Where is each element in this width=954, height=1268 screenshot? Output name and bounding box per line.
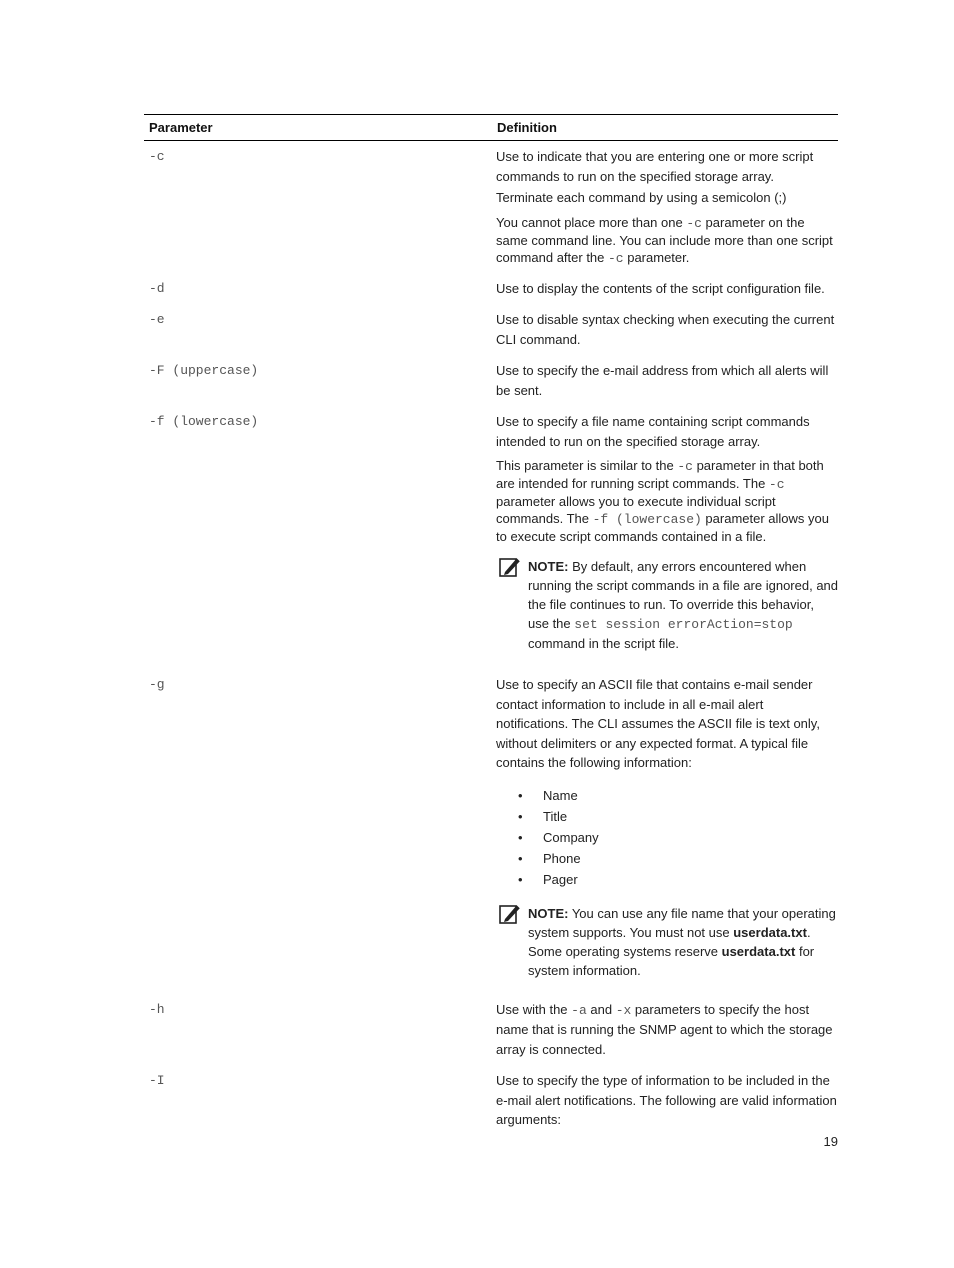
note-box: [496, 904, 838, 980]
definition-c: [492, 141, 838, 273]
table-row: [144, 273, 838, 305]
definition-text: Use to specify a file name containing script commands intended to run on the specified storage array.: [496, 414, 810, 449]
header-parameter: Parameter: [144, 115, 492, 141]
param-h: -h: [149, 1001, 165, 1017]
table-row: [144, 406, 838, 663]
page-number: 19: [823, 1134, 838, 1149]
inline-code: -f (lowercase): [592, 512, 702, 527]
inline-code: -c: [677, 459, 693, 474]
definition-text: Use to display the contents of the script configuration file.: [496, 280, 825, 296]
list-item: • Name: [518, 787, 578, 803]
note-text: NOTE: By default, any errors encountered when running the script commands in a file are ignored, and the file continues to run. To override this behavior, use the set session errorAction=stop command in the script file.: [528, 559, 839, 651]
pencil-note-icon: [496, 555, 524, 579]
definition-f: [492, 406, 838, 663]
param-F-uppercase: -F (uppercase): [149, 363, 259, 378]
list-item: • Title: [518, 808, 568, 824]
note-text: NOTE: You can use any file name that your operating system supports. You must not use userdata.txt. Some operating systems reserve userdata.txt for system information.: [528, 905, 836, 978]
param-f-lowercase: -f (lowercase): [149, 414, 259, 429]
table-header-row: [144, 115, 838, 141]
inline-code: -c: [608, 250, 624, 266]
table-row: [144, 663, 838, 990]
param-e: -e: [149, 312, 165, 327]
document-page: [144, 114, 838, 1136]
param-d: -d: [149, 280, 165, 296]
table-row: [144, 304, 838, 355]
param-g: -g: [149, 677, 165, 692]
definition-text: Use to indicate that you are entering one or more script commands to run on the specified storage array.: [496, 149, 814, 184]
definition-text: Use to specify the e-mail address from which all alerts will be sent.: [496, 363, 829, 398]
header-definition: Definition: [492, 115, 838, 141]
definition-text: Use to specify an ASCII file that contains e-mail sender contact information to include in all e-mail alert notifications. The CLI assumes the ASCII file is text only, without delimiters or any expected format. A typical file contains the following information:: [496, 677, 820, 770]
definition-text: Terminate each command by using a semicolon (;): [496, 190, 787, 205]
inline-code: -c: [686, 215, 702, 231]
list-item: • Company: [518, 829, 599, 845]
parameter-table: [144, 114, 838, 1136]
note-label: NOTE:: [528, 559, 569, 574]
table-row: [144, 355, 838, 406]
inline-code: -a: [571, 1002, 587, 1018]
inline-code: -x: [615, 1002, 632, 1018]
definition-text: Use to disable syntax checking when executing the current CLI command.: [496, 312, 835, 347]
file-name: userdata.txt: [733, 924, 807, 940]
table-row: [144, 1065, 838, 1136]
param-I: -I: [149, 1073, 165, 1088]
inline-code: set session errorAction=stop: [574, 617, 793, 632]
table-row: [144, 990, 838, 1066]
inline-code: -c: [768, 477, 785, 492]
note-label: NOTE:: [528, 905, 569, 921]
definition-text: Use with the -a and -x parameters to specify the host name that is running the SNMP agent to which the storage array is connected.: [496, 1001, 833, 1057]
table-row: [144, 141, 838, 273]
definition-text: Use to specify the type of information to be included in the e-mail alert notifications. The following are valid information arguments:: [496, 1073, 837, 1127]
pencil-note-icon: [496, 902, 524, 926]
definition-g: [492, 663, 838, 990]
file-name: userdata.txt: [721, 943, 796, 959]
list-item: • Pager: [518, 871, 578, 887]
info-bullet-list: [496, 785, 838, 890]
param-c: -c: [149, 149, 165, 164]
list-item: • Phone: [518, 850, 581, 866]
definition-text: This parameter is similar to the -c parameter in that both are intended for running script commands. The -c parameter allows you to execute individual script commands. The -f (lowercase) parameter allows you to execute script commands contained in a file.: [496, 458, 829, 544]
definition-text: You cannot place more than one -c parameter on the same command line. You can include more than one script command after the -c parameter.: [496, 214, 833, 266]
note-box: [496, 557, 838, 653]
